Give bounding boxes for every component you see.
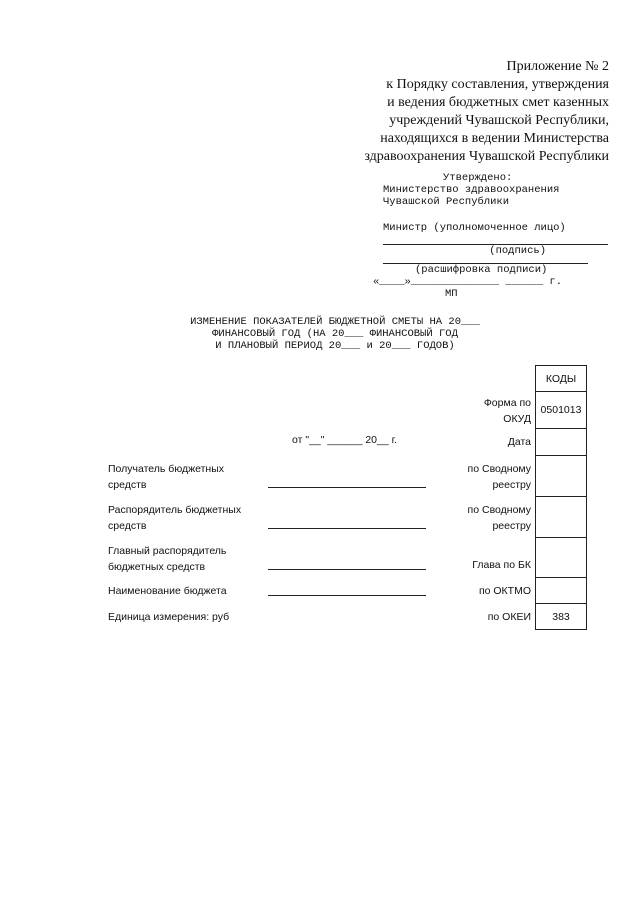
manager-label-line: средств (108, 520, 147, 532)
codes-header: КОДЫ (535, 365, 587, 392)
svod2-label-line: по Сводному (467, 504, 531, 516)
chief-manager-field-line[interactable] (268, 569, 426, 570)
okei-code-cell: 383 (535, 603, 587, 630)
okud-label (484, 395, 531, 427)
appendix-line: здравоохранения Чувашской Республики (364, 149, 609, 164)
svod1-code-cell[interactable] (535, 455, 587, 497)
title-line: И ПЛАНОВЫЙ ПЕРИОД 20___ и 20___ ГОДОВ) (215, 340, 455, 352)
manager-field-line[interactable] (268, 528, 426, 529)
oktmo-code-cell[interactable] (535, 577, 587, 604)
decoding-caption: (расшифровка подписи) (415, 264, 548, 276)
svod2-label-line: реестру (492, 520, 531, 532)
approval-block (373, 172, 608, 300)
budget-name-field-line[interactable] (268, 595, 426, 596)
glava-code-cell[interactable] (535, 537, 587, 578)
svod1-label-line: по Сводному (467, 463, 531, 475)
chief-label-line: бюджетных средств (108, 561, 206, 573)
chief-manager-label (108, 543, 226, 575)
appendix-line: к Порядку составления, утверждения (386, 77, 609, 92)
report-date: от "__" ______ 20__ г. (292, 434, 398, 446)
appendix-line: находящихся в ведении Министерства (380, 131, 609, 146)
document-title (150, 316, 520, 352)
okud-label-line: ОКУД (503, 413, 531, 425)
date-code-cell[interactable] (535, 428, 587, 456)
okud-label-line: Форма по (483, 397, 531, 409)
glava-label: Глава по БК (472, 559, 531, 571)
title-line: ИЗМЕНЕНИЕ ПОКАЗАТЕЛЕЙ БЮДЖЕТНОЙ СМЕТЫ НА 20___ (190, 316, 480, 328)
svod1-label-line: реестру (492, 479, 531, 491)
budget-name-label: Наименование бюджета (108, 585, 227, 597)
appendix-line: Приложение № 2 (506, 59, 609, 74)
unit-label: Единица измерения: руб (108, 611, 230, 623)
appendix-header (364, 58, 609, 166)
okei-label: по ОКЕИ (487, 611, 531, 623)
title-line: ФИНАНСОВЫЙ ГОД (НА 20___ ФИНАНСОВЫЙ ГОД (212, 328, 458, 340)
appendix-line: учреждений Чувашской Республики, (389, 113, 609, 128)
signature-caption: (подпись) (489, 245, 546, 257)
oktmo-label: по ОКТМО (478, 585, 531, 597)
chief-label-line: Главный распорядитель (108, 545, 227, 557)
date-label: Дата (507, 436, 531, 448)
recipient-label (108, 461, 224, 493)
svod1-label (468, 461, 531, 493)
approval-stamp: МП (445, 288, 458, 300)
approval-org-line: Министерство здравоохранения (383, 184, 560, 196)
svod2-code-cell[interactable] (535, 496, 587, 538)
appendix-line: и ведения бюджетных смет казенных (387, 95, 609, 110)
okud-code-cell: 0501013 (535, 391, 587, 429)
recipient-field-line[interactable] (268, 487, 426, 488)
approval-heading: Утверждено: (443, 172, 513, 184)
recipient-label-line: Получатель бюджетных (108, 463, 225, 475)
approval-minister: Министр (уполномоченное лицо) (383, 222, 566, 234)
svod2-label (468, 502, 531, 534)
approval-org-line: Чувашской Республики (383, 196, 510, 208)
manager-label-line: Распорядитель бюджетных (108, 504, 242, 516)
recipient-label-line: средств (108, 479, 147, 491)
approval-date: «____»______________ ______ г. (373, 276, 563, 288)
manager-label (108, 502, 241, 534)
